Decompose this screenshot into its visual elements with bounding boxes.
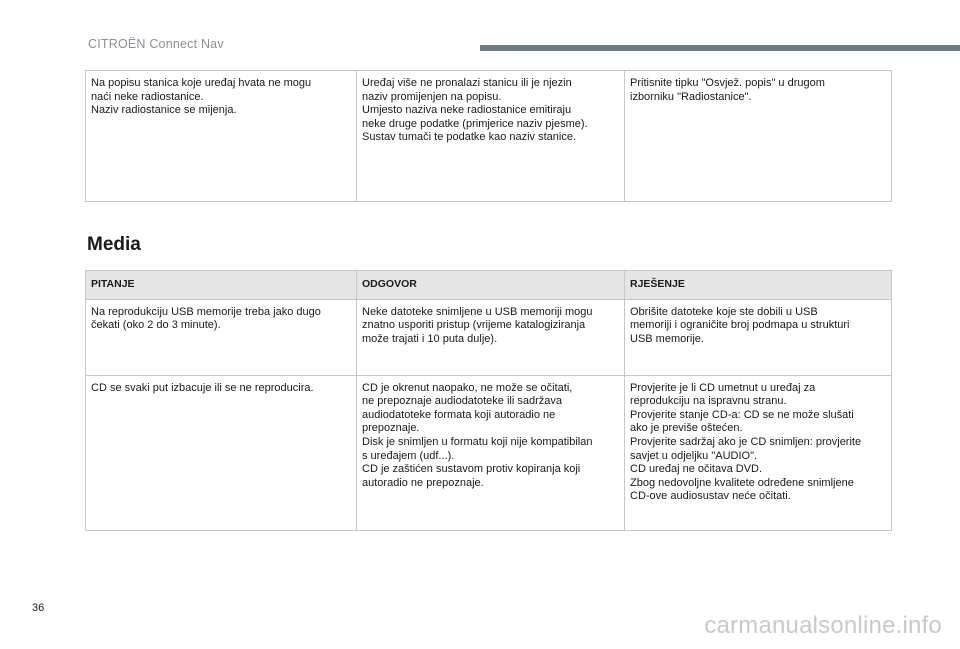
watermark: carmanualsonline.info (704, 612, 942, 639)
column-header-solution: RJEŠENJE (625, 271, 892, 300)
table-row (86, 71, 892, 202)
header-title: CITROËN Connect Nav (88, 37, 224, 51)
column-header-answer: ODGOVOR (357, 271, 625, 300)
answer-cell: CD je okrenut naopako, ne može se očitati, ne prepoznaje audiodatoteke ili sadržava audiodatoteke formata koji autoradio ne prepoznaje. Disk je snimljen u formatu koji nije kompatibilan s uređajem (udf...). CD je zaštićen sustavom protiv kopiranja koji autoradio ne prepoznaje. (357, 375, 625, 530)
question-cell: Na popisu stanica koje uređaj hvata ne mogu naći neke radiostanice. Naziv radiostanice se mijenja. (86, 71, 357, 202)
header-bar (480, 45, 960, 51)
radio-troubleshooting-table (85, 70, 892, 202)
question-cell: CD se svaki put izbacuje ili se ne reproducira. (86, 375, 357, 530)
question-cell: Na reprodukciju USB memorije treba jako dugo čekati (oko 2 do 3 minute). (86, 299, 357, 375)
answer-cell: Neke datoteke snimljene u USB memoriji mogu znatno usporiti pristup (vrijeme katalogiziranja može trajati i 10 puta dulje). (357, 299, 625, 375)
solution-cell: Provjerite je li CD umetnut u uređaj za reprodukciju na ispravnu stranu. Provjerite stanje CD-a: CD se ne može slušati ako je previše oštećen. Provjerite sadržaj ako je CD snimljen: provjerite savjet u odjeljku "AUDIO". CD uređaj ne očitava DVD. Zbog nedovoljne kvalitete određene snimljene CD-ove audiosustav neće očitati. (625, 375, 892, 530)
section-title: Media (87, 234, 141, 255)
column-header-question: PITANJE (86, 271, 357, 300)
table-row (86, 375, 892, 530)
solution-cell: Obrišite datoteke koje ste dobili u USB memoriji i ograničite broj podmapa u strukturi USB memorije. (625, 299, 892, 375)
solution-cell: Pritisnite tipku "Osvjež. popis" u drugom izborniku "Radiostanice". (625, 71, 892, 202)
table-row (86, 299, 892, 375)
page-number: 36 (32, 602, 45, 614)
media-troubleshooting-table (85, 270, 892, 531)
answer-cell: Uređaj više ne pronalazi stanicu ili je njezin naziv promijenjen na popisu. Umjesto naziva neke radiostanice emitiraju neke druge podatke (primjerice naziv pjesme). Sustav tumači te podatke kao naziv stanice. (357, 71, 625, 202)
table-header-row (86, 271, 892, 300)
